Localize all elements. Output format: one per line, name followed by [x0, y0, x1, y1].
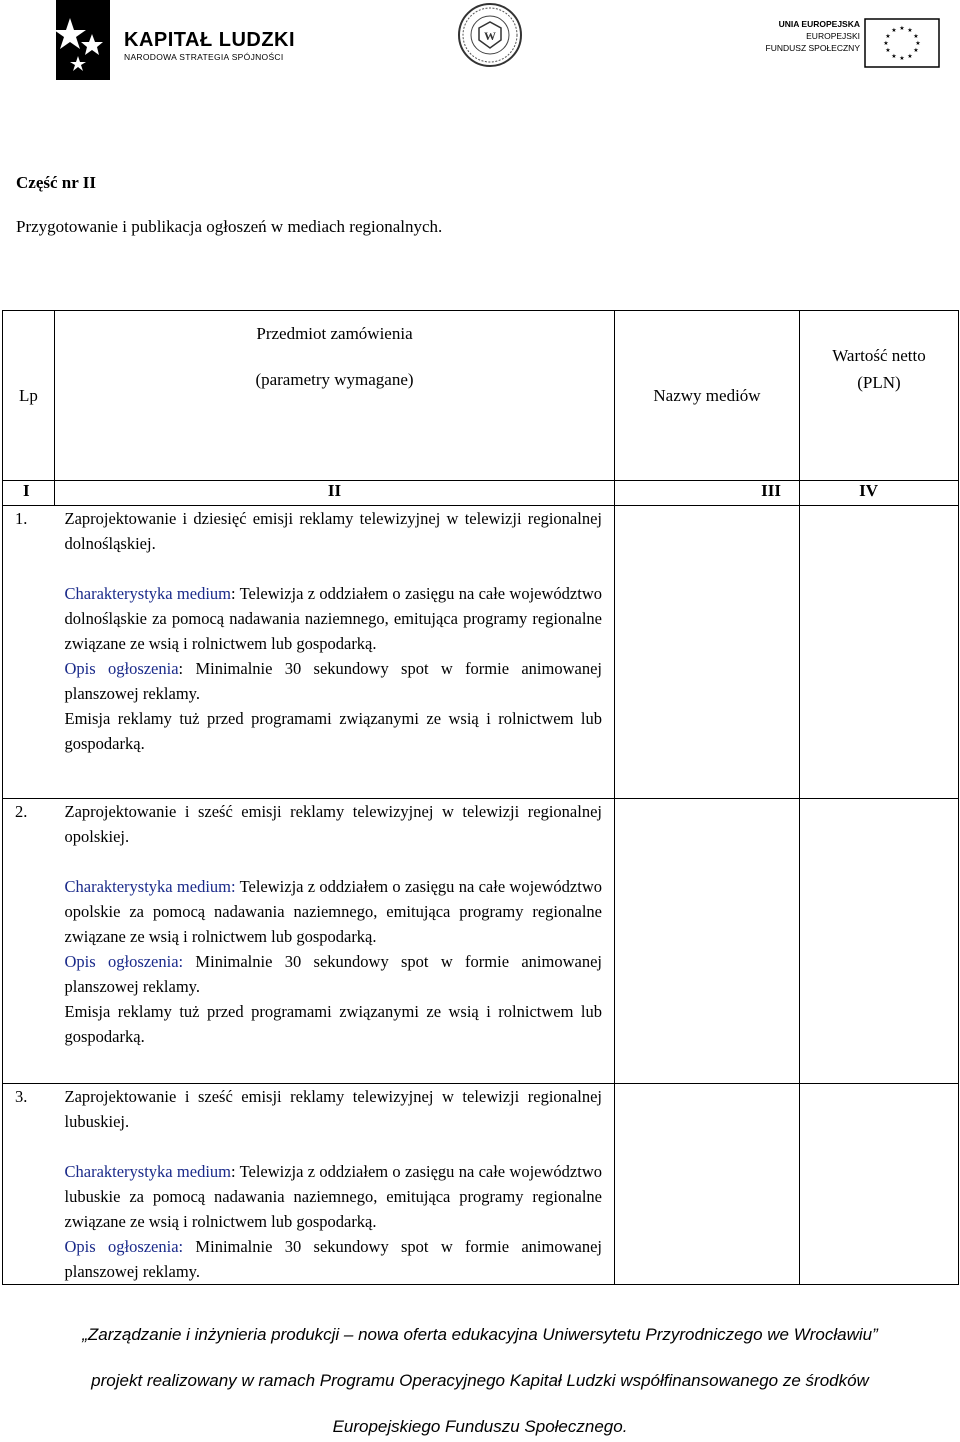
ad-description-text: Minimalnie 30 sekundowy spot w formie animowanej planszowej reklamy. [64, 952, 602, 996]
row-title: Zaprojektowanie i dziesięć emisji reklamy telewizyjnej w telewizji regionalnej dolnośląskiej. [64, 509, 602, 553]
header-przedmiot-line1: Przedmiot zamówienia [256, 324, 413, 343]
ad-description-text: Minimalnie 30 sekundowy spot w formie animowanej planszowej reklamy. [64, 1237, 602, 1281]
roman-iii: III [615, 481, 800, 506]
footer-funding-line: projekt realizowany w ramach Programu Operacyjnego Kapitał Ludzki współfinansowanego ze środków [91, 1371, 869, 1390]
row-ad-description [65, 949, 603, 999]
table-row [3, 799, 959, 1084]
header-przedmiot-line2: (parametry wymagane) [255, 370, 414, 389]
row-title: Zaprojektowanie i sześć emisji reklamy telewizyjnej w telewizji regionalnej opolskiej. [64, 802, 602, 846]
header-wartosc-line2: (PLN) [857, 373, 901, 392]
kapital-ludzki-subtitle: NARODOWA STRATEGIA SPÓJNOŚCI [124, 52, 284, 62]
row-characteristics [65, 581, 603, 656]
row-emission: Emisja reklamy tuż przed programami związanymi ze wsią i rolnictwem lub gospodarką. [64, 709, 602, 753]
kapital-ludzki-logo [48, 0, 308, 80]
svg-text:★: ★ [885, 47, 891, 54]
svg-text:★: ★ [899, 25, 905, 32]
row-net-value[interactable] [800, 1084, 959, 1285]
ad-description-label: Opis ogłoszenia: [64, 952, 184, 971]
row-ad-description [65, 656, 603, 706]
header-przedmiot [55, 311, 615, 481]
header-wartosc-line1: Wartość netto [832, 346, 926, 365]
svg-text:★: ★ [883, 40, 889, 47]
roman-i: I [3, 481, 55, 506]
svg-text:★: ★ [891, 27, 897, 34]
roman-ii: II [55, 481, 615, 506]
characteristics-label: Charakterystyka medium [64, 584, 231, 603]
svg-text:★: ★ [899, 55, 905, 62]
row-net-value[interactable] [800, 506, 959, 799]
svg-text:★: ★ [907, 27, 913, 34]
eu-logo-line1: UNIA EUROPEJSKA [778, 19, 860, 29]
part-title: Część nr II [16, 173, 96, 192]
footer-fund-name: Europejskiego Funduszu Społecznego. [332, 1417, 628, 1436]
row-ad-description [65, 1234, 603, 1284]
svg-text:W: W [484, 29, 496, 43]
footer-project-title: „Zarządzanie i inżynieria produkcji – nowa oferta edukacyjna Uniwersytetu Przyrodniczego we Wrocławiu” [82, 1325, 878, 1344]
row-number: 3. [3, 1084, 55, 1285]
row-media-names[interactable] [615, 799, 800, 1084]
table-row [3, 506, 959, 799]
part-subtitle: Przygotowanie i publikacja ogłoszeń w mediach regionalnych. [16, 217, 443, 236]
ad-description-label: Opis ogłoszenia: [64, 1237, 184, 1256]
kapital-ludzki-title: KAPITAŁ LUDZKI [124, 29, 296, 51]
header-lp [3, 311, 55, 481]
characteristics-text: : Telewizja z oddziałem o zasięgu na całe województwo lubuskie za pomocą nadawania naziemnego, emitująca programy regionalne związane ze wsią i rolnictwem lub gospodarką. [64, 1162, 602, 1231]
roman-numeral-row [3, 481, 959, 506]
svg-text:★: ★ [891, 53, 897, 60]
roman-iv: IV [800, 481, 959, 506]
university-seal-icon [457, 2, 523, 68]
svg-text:★: ★ [913, 47, 919, 54]
row-number: 1. [3, 506, 55, 799]
header-wartosc [800, 311, 959, 481]
svg-text:★: ★ [913, 33, 919, 40]
row-number: 2. [3, 799, 55, 1084]
table-row [3, 1084, 959, 1285]
eu-logo-text [752, 18, 860, 54]
row-description [55, 799, 615, 1084]
eu-logo [752, 18, 942, 70]
kapital-ludzki-mark-icon [48, 0, 114, 80]
eu-logo-line3: FUNDUSZ SPOŁECZNY [765, 43, 860, 53]
row-description [55, 506, 615, 799]
row-characteristics [65, 874, 603, 949]
characteristics-text: : Telewizja z oddziałem o zasięgu na całe województwo dolnośląskie za pomocą nadawania naziemnego, emitująca programy regionalne związane ze wsią i rolnictwem lub gospodarką. [64, 584, 602, 653]
table-header-row [3, 311, 959, 481]
eu-logo-line2: EUROPEJSKI [806, 31, 860, 41]
svg-text:★: ★ [907, 53, 913, 60]
row-characteristics [65, 1159, 603, 1234]
row-media-names[interactable] [615, 1084, 800, 1285]
ad-description-label: Opis ogłoszenia [64, 659, 179, 678]
row-emission: Emisja reklamy tuż przed programami związanymi ze wsią i rolnictwem lub gospodarką. [64, 1002, 602, 1046]
row-description [55, 1084, 615, 1285]
characteristics-label: Charakterystyka medium [64, 1162, 231, 1181]
row-net-value[interactable] [800, 799, 959, 1084]
svg-text:★: ★ [915, 40, 921, 47]
svg-text:★: ★ [885, 33, 891, 40]
ad-description-text: : Minimalnie 30 sekundowy spot w formie animowanej planszowej reklamy. [64, 659, 602, 703]
row-media-names[interactable] [615, 506, 800, 799]
row-title: Zaprojektowanie i sześć emisji reklamy telewizyjnej w telewizji regionalnej lubuskiej. [64, 1087, 602, 1131]
eu-flag-icon [864, 18, 940, 68]
characteristics-label: Charakterystyka medium: [64, 877, 236, 896]
order-table [2, 310, 959, 1285]
characteristics-text: Telewizja z oddziałem o zasięgu na całe województwo opolskie za pomocą nadawania naziemnego, emitująca programy regionalne związane ze wsią i rolnictwem lub gospodarką. [64, 877, 602, 946]
header-nazwy: Nazwy mediów [615, 311, 800, 481]
header-lp-label: Lp [19, 385, 38, 405]
